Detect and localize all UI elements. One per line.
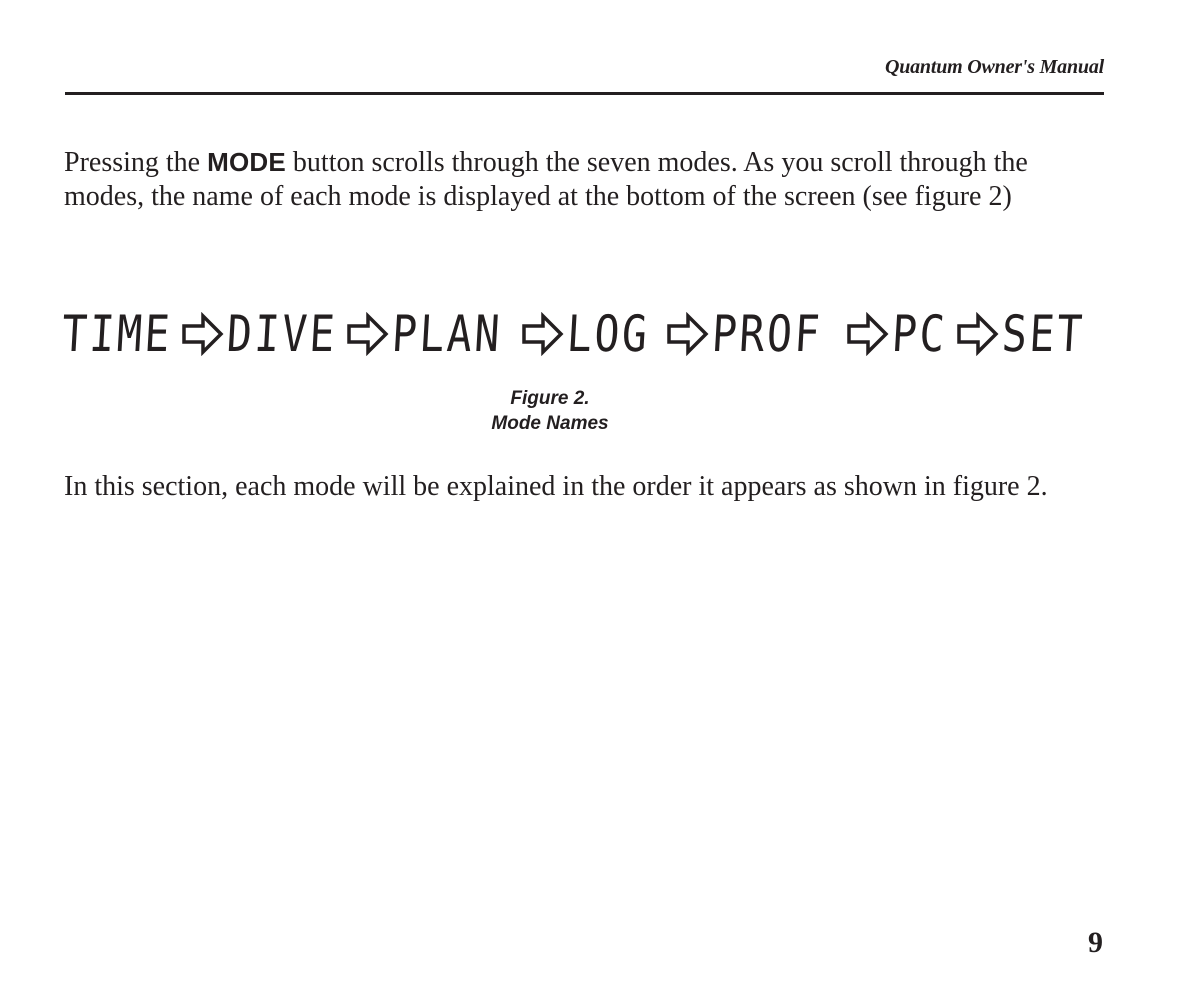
mode-item-set: [1002, 304, 1087, 364]
mode-label-log: LOG: [565, 305, 652, 363]
mode-item-pc: [892, 304, 962, 364]
figure-caption-number: Figure 2.: [510, 388, 590, 409]
header-rule: [65, 92, 1104, 95]
mode-sequence-figure: [62, 304, 1107, 364]
page-number: 9: [1088, 926, 1103, 959]
figure-caption-title: Mode Names: [491, 413, 609, 434]
running-header: Quantum Owner's Manual: [884, 56, 1104, 78]
mode-label-time: TIME: [60, 305, 174, 363]
right-outline-arrow-icon: [846, 312, 890, 356]
mode-item-time: [62, 304, 187, 364]
mode-label-pc: PC: [890, 305, 949, 363]
intro-paragraph: [64, 145, 1114, 214]
mode-item-prof: [712, 304, 852, 364]
right-outline-arrow-icon: [521, 312, 565, 356]
mode-item-plan: [392, 304, 527, 364]
section-paragraph: In this section, each mode will be explained in the order it appears as shown in figure 2.: [64, 471, 1048, 502]
right-outline-arrow-icon: [666, 312, 710, 356]
right-outline-arrow-icon: [956, 312, 1000, 356]
mode-button-name: MODE: [207, 147, 286, 177]
mode-item-dive: [227, 304, 352, 364]
mode-label-dive: DIVE: [225, 305, 339, 363]
mode-item-log: [567, 304, 672, 364]
mode-label-set: SET: [1000, 305, 1087, 363]
intro-text-rest: button scrolls through the seven modes. As you scroll through the modes, the name of each mode is displayed at the bottom of the screen (see figure 2): [64, 147, 1028, 212]
mode-label-prof: PROF: [710, 305, 824, 363]
right-outline-arrow-icon: [181, 312, 225, 356]
mode-label-plan: PLAN: [390, 305, 504, 363]
intro-text-lead: Pressing the: [64, 147, 208, 178]
right-outline-arrow-icon: [346, 312, 390, 356]
